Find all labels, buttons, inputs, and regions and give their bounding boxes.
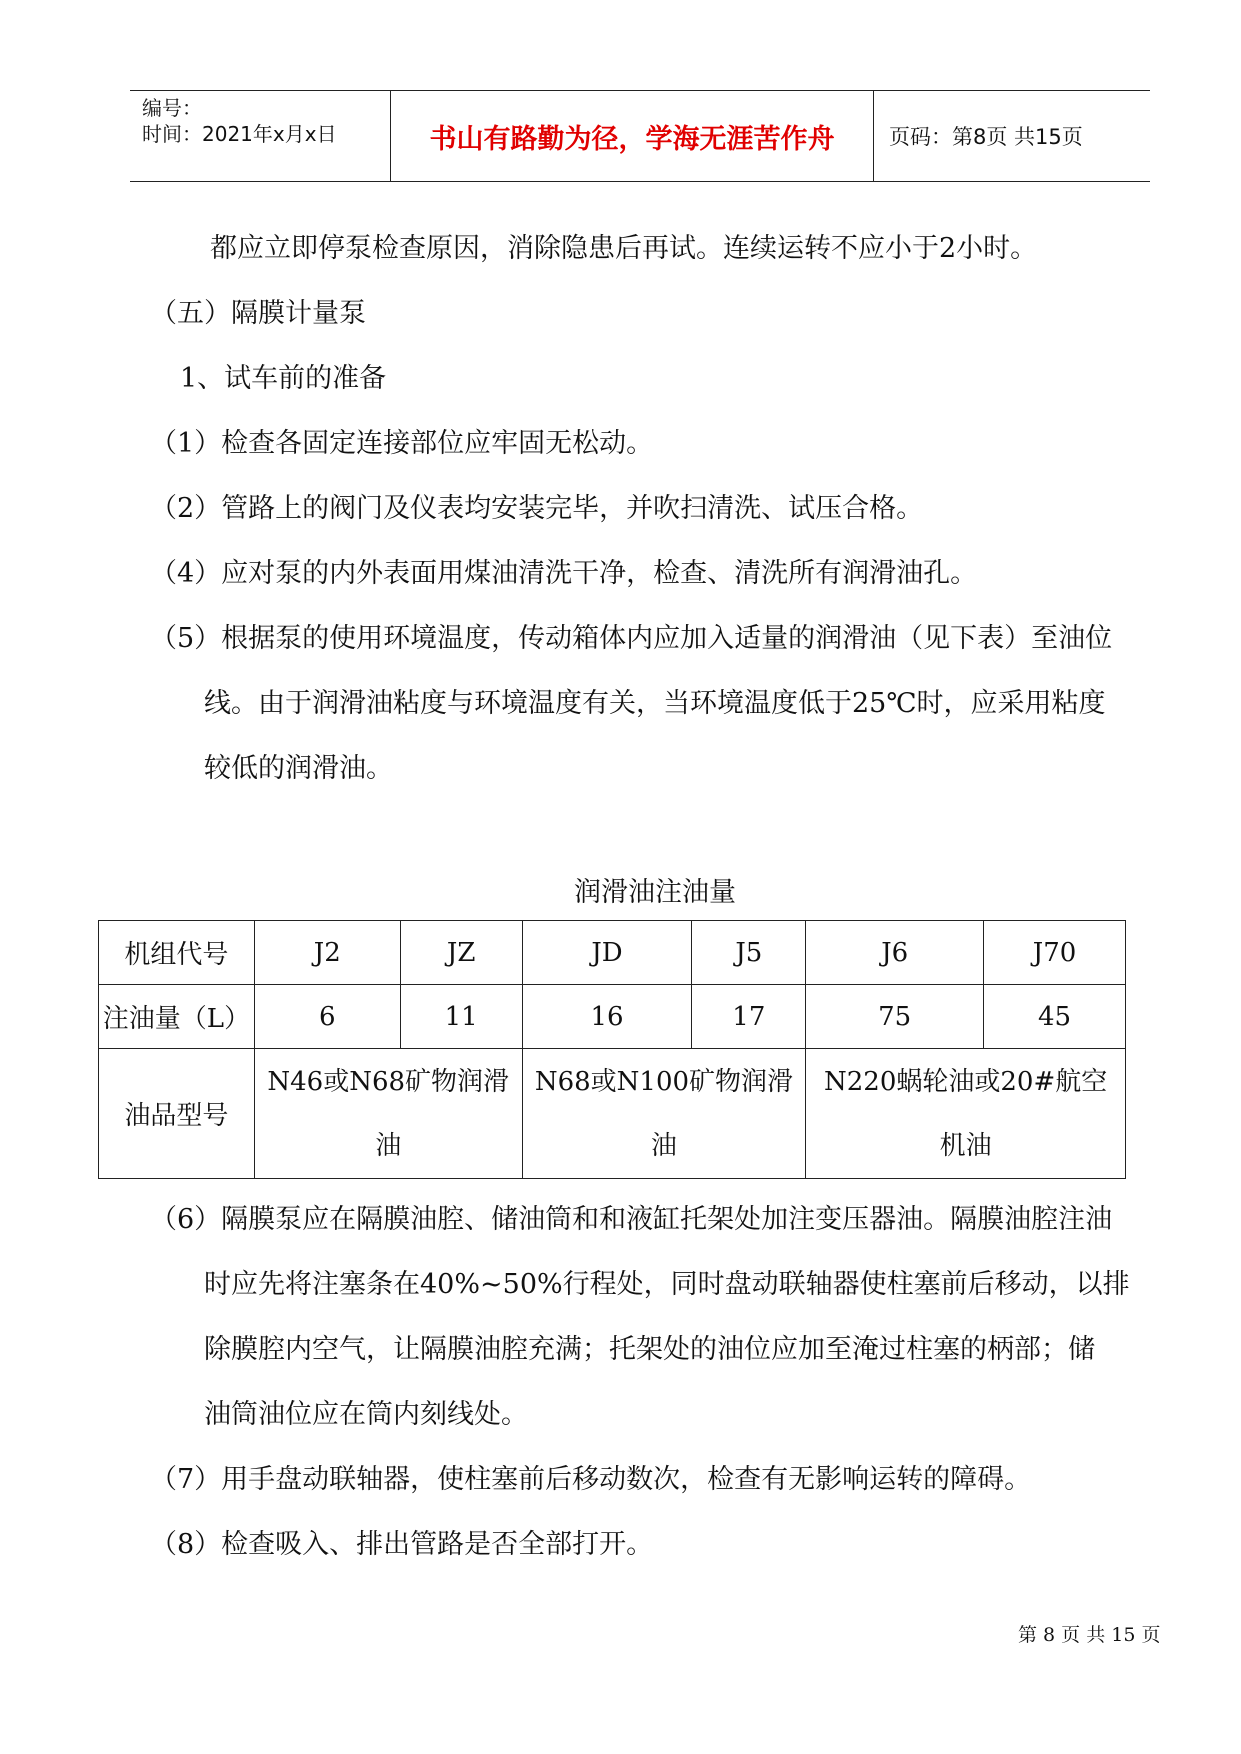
- oil-type-line: 油: [375, 1130, 402, 1161]
- row-header-oil-amount: 注油量（L）: [99, 985, 255, 1049]
- list-item: （1）检查各固定连接部位应牢固无松动。: [150, 428, 654, 459]
- list-item: （2）管路上的阀门及仪表均安装完毕，并吹扫清洗、试压合格。: [150, 493, 924, 524]
- time-label: 时间：2021年x月x日: [142, 122, 337, 146]
- unit-code-cell: JD: [522, 921, 692, 985]
- unit-code-cell: J6: [806, 921, 984, 985]
- oil-type-cell: [806, 1049, 1126, 1179]
- oil-type-line: N68或N100矿物润滑: [534, 1066, 794, 1097]
- row-header-unit-code: 机组代号: [99, 921, 255, 985]
- unit-code-cell: JZ: [400, 921, 522, 985]
- list-item: （6）隔膜泵应在隔膜油腔、储油筒和和液缸托架处加注变压器油。隔膜油腔注油: [150, 1204, 1113, 1235]
- list-item: （8）检查吸入、排出管路是否全部打开。: [150, 1529, 654, 1560]
- list-item-continuation: 线。由于润滑油粘度与环境温度有关，当环境温度低于25℃时，应采用粘度: [204, 688, 1106, 719]
- list-item-continuation: 较低的润滑油。: [204, 753, 393, 784]
- code-label: 编号：: [142, 96, 202, 120]
- lubricant-table: [98, 920, 1126, 1179]
- oil-type-line: 油: [650, 1130, 677, 1161]
- list-item: （7）用手盘动联轴器，使柱塞前后移动数次，检查有无影响运转的障碍。: [150, 1464, 1032, 1495]
- unit-code-cell: J70: [984, 921, 1126, 985]
- oil-amount-cell: 11: [400, 985, 522, 1049]
- list-item-continuation: 除膜腔内空气，让隔膜油腔充满；托架处的油位应加至淹过柱塞的柄部；储: [204, 1334, 1095, 1365]
- list-item: （4）应对泵的内外表面用煤油清洗干净，检查、清洗所有润滑油孔。: [150, 558, 978, 589]
- list-item-continuation: 时应先将注塞条在40%~50%行程处，同时盘动联轴器使柱塞前后移动，以排: [204, 1269, 1130, 1300]
- oil-amount-cell: 45: [984, 985, 1126, 1049]
- oil-amount-cell: 75: [806, 985, 984, 1049]
- oil-amount-cell: 16: [522, 985, 692, 1049]
- oil-type-cell: [254, 1049, 522, 1179]
- row-header-oil-type: 油品型号: [99, 1049, 255, 1179]
- oil-amount-cell: 17: [692, 985, 806, 1049]
- header-page-info: 页码：第8页 共15页: [889, 125, 1083, 149]
- page-footer: 第 8 页 共 15 页: [1018, 1624, 1161, 1646]
- table-row: [99, 921, 1126, 985]
- unit-code-cell: J2: [254, 921, 400, 985]
- unit-code-cell: J5: [692, 921, 806, 985]
- list-item: （5）根据泵的使用环境温度，传动箱体内应加入适量的润滑油（见下表）至油位: [150, 623, 1113, 654]
- header-meta-cell: [130, 91, 391, 181]
- subsection-heading: 1、试车前的准备: [180, 363, 387, 394]
- list-item-continuation: 油筒油位应在筒内刻线处。: [204, 1399, 528, 1430]
- oil-amount-cell: 6: [254, 985, 400, 1049]
- paragraph-continue: 都应立即停泵检查原因，消除隐患后再试。连续运转不应小于2小时。: [210, 233, 1038, 264]
- oil-type-line: 机油: [939, 1130, 992, 1161]
- table-row: [99, 1049, 1126, 1179]
- header-motto: 书山有路勤为径，学海无涯苦作舟: [391, 91, 874, 181]
- page-header: [130, 90, 1150, 182]
- oil-type-line: N46或N68矿物润滑: [267, 1066, 510, 1097]
- table-caption: 润滑油注油量: [574, 877, 736, 908]
- table-row: [99, 985, 1126, 1049]
- section-heading: （五）隔膜计量泵: [150, 298, 366, 329]
- oil-type-cell: [522, 1049, 806, 1179]
- oil-type-line: N220蜗轮油或20#航空: [824, 1066, 1108, 1097]
